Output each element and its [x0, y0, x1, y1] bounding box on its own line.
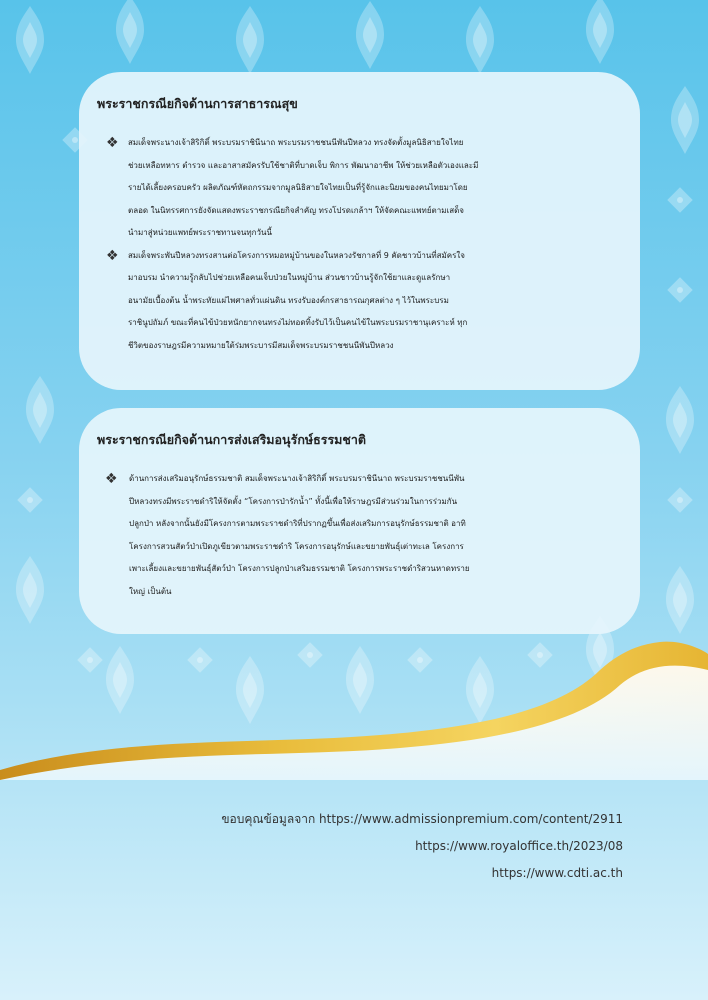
bullet-text-line: สมเด็จพระพันปีหลวงทรงสานต่อโครงการหมอหมู่บ้านของในหลวงรัชกาลที่ 9 คัดชาวบ้านที่สมัครใจ — [128, 250, 465, 260]
bullet-text-line: ราชินูปถัมภ์ ขณะที่คนไข้ป่วยหนักยากจนทรงไม่ทอดทิ้งรับไว้เป็นคนไข้ในพระบรมราชานุเคราะห์ ทุก — [128, 318, 468, 327]
bullet-text-line: นำมาสู่หน่วยแพทย์พระราชทานจนทุกวันนี้ — [128, 228, 272, 237]
bullet-text-line: ปีหลวงทรงมีพระราชดำริให้จัดตั้ง “โครงการป่ารักน้ำ” ทั้งนี้เพื่อให้ราษฎรมีส่วนร่วมในการร่วมกัน — [129, 496, 458, 506]
diamond-bullet-icon: ❖ — [105, 471, 118, 487]
nature-section-card — [79, 408, 640, 634]
nature-section-title: พระราชกรณียกิจด้านการส่งเสริมอนุรักษ์ธรรมชาติ — [97, 432, 367, 447]
bullet-text-line: รายได้เลี้ยงครอบครัว ผลิตภัณฑ์หัตถกรรมจากมูลนิธิสายใจไทยเป็นที่รู้จักและนิยมของคนไทยมาโดย — [128, 183, 468, 192]
credit-line-1: ขอบคุณข้อมูลจาก https://www.admissionpremium.com/content/2911 — [221, 812, 623, 826]
bullet-text-line: ปลูกป่า หลังจากนั้นยังมีโครงการตามพระราชดำริที่ปรากฏขึ้นเพื่อส่งเสริมการอนุรักษ์ธรรมชาติ อาทิ — [129, 519, 466, 528]
nature-bullet-1 — [97, 468, 622, 603]
health-section-card — [79, 72, 640, 390]
bullet-text-line: มาอบรม นำความรู้กลับไปช่วยเหลือคนเจ็บป่วยในหมู่บ้าน ส่วนชาวบ้านรู้จักใช้ยาและดูแลรักษา — [128, 273, 451, 282]
bullet-text-line: ช่วยเหลือทหาร ตำรวจ และอาสาสมัครรับใช้ชาติที่บาดเจ็บ พิการ พัฒนาอาชีพ ให้ช่วยเหลือตัวเองและมี — [128, 160, 479, 170]
bullet-text-line: ชีวิตของราษฎรมีความหมายใต้ร่มพระบารมีสมเด็จพระบรมราชชนนีพันปีหลวง — [128, 340, 394, 350]
bullet-text-line: ด้านการส่งเสริมอนุรักษ์ธรรมชาติ สมเด็จพระนางเจ้าสิริกิติ์ พระบรมราชินีนาถ พระบรมราชชนนีพัน — [129, 474, 465, 483]
credit-line-3: https://www.cdti.ac.th — [491, 866, 623, 880]
health-bullet-2 — [97, 245, 622, 358]
bullet-text-line: ใหญ่ เป็นต้น — [129, 586, 172, 596]
credit-line-2: https://www.royaloffice.th/2023/08 — [415, 839, 623, 853]
diamond-bullet-icon: ❖ — [106, 135, 119, 151]
source-credits — [221, 806, 623, 887]
bullet-text-line: โครงการสวนสัตว์ป่าเปิดภูเขียวตามพระราชดำริ โครงการอนุรักษ์และขยายพันธุ์เต่าทะเล โครงการ — [129, 541, 464, 551]
bullet-text-line: สมเด็จพระนางเจ้าสิริกิติ์ พระบรมราชินีนาถ พระบรมราชชนนีพันปีหลวง ทรงจัดตั้งมูลนิธิสายใจไทย — [128, 138, 464, 147]
health-bullet-1 — [97, 132, 622, 245]
health-section-title: พระราชกรณียกิจด้านการสาธารณสุข — [97, 96, 298, 111]
bullet-text-line: อนามัยเบื้องต้น น้ำพระทัยแผ่ไพศาลทั่วแผ่นดิน ทรงรับองค์กรสาธารณกุศลต่าง ๆ ไว้ในพระบรม — [128, 295, 449, 305]
bullet-text-line: ตลอด ในนิทรรศการยังจัดแสดงพระราชกรณียกิจสำคัญ ทรงโปรดเกล้าฯ ให้จัดคณะแพทย์ตามเสด็จ — [128, 205, 464, 215]
diamond-bullet-icon: ❖ — [106, 247, 119, 264]
gold-wave-decoration — [0, 640, 708, 780]
bullet-text-line: เพาะเลี้ยงและขยายพันธุ์สัตว์ป่า โครงการปลูกป่าเสริมธรรมชาติ โครงการพระราชดำริสวนหาดทราย — [129, 564, 470, 573]
